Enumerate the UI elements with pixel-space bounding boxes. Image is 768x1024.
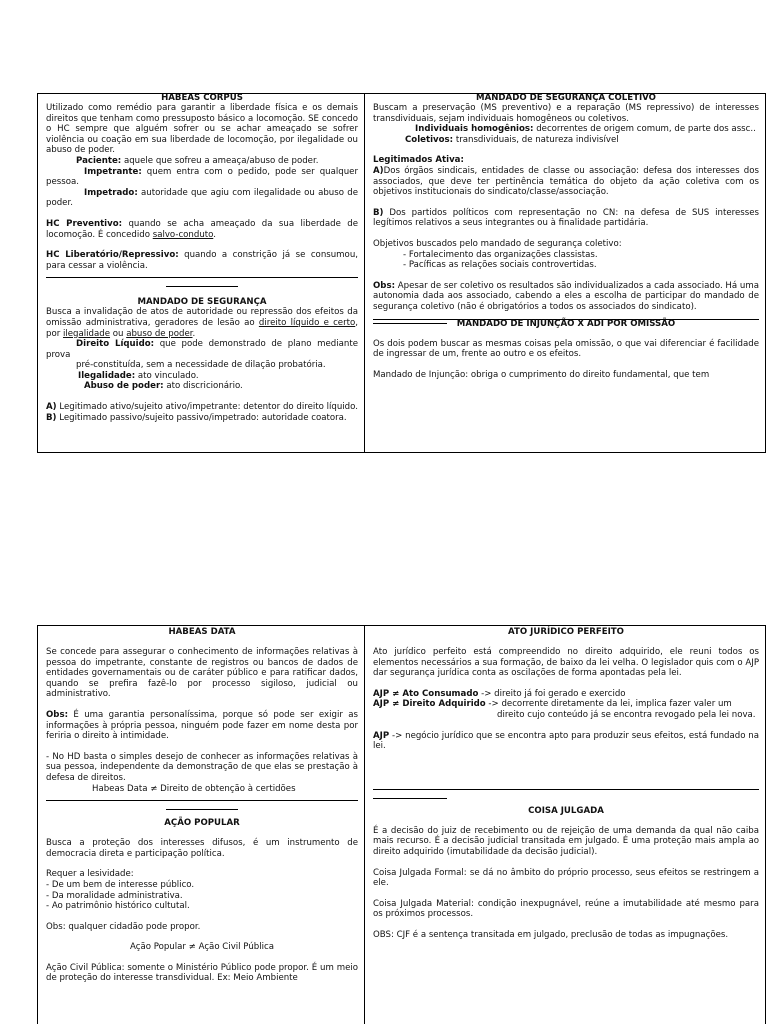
habeas-data-p1: Se concede para assegurar o conhecimento de informações relativas à pessoa do impetrante, constante de registros ou bancos de dados de entidades governamentais ou de caráter público e para ratificar dados, quando se prefira fazê-lo por processo sigiloso, judicial ou administrativo. [46,647,358,700]
ajp-negocio: AJP -> negócio jurídico que se encontra apto para produzir seus efeitos, está fundado na lei. [373,730,759,752]
hc-preventivo-term: HC Preventivo: [46,218,123,229]
acao-popular-p1: Busca a proteção dos interesses difusos, é um instrumento de democracia direta e participação política. [46,838,358,859]
top-card [37,93,766,453]
short-divider [166,286,238,287]
abuso-term: Abuso de poder: [84,381,164,392]
abuso-line: Abuso de poder: ato discricionário. [84,381,243,392]
injuncao-p2: Mandado de Injunção: obriga o cumprimento do direito fundamental, que tem [373,369,710,380]
mandado-seguranca-intro: Busca a invalidação de atos de autoridade ou repressão dos efeitos da omissão administrativa, geradores de lesão ao direito líquido e certo, por ilegalidade ou abuso de poder. [46,307,358,339]
habeas-data-compare: Habeas Data ≠ Direito de obtenção à certidões [92,783,296,794]
direito-adquirido-cont: direito cujo conteúdo já se encontra revogado pela lei nova. [497,709,756,720]
injuncao-title: MANDADO DE INJUNÇÃO X ADI POR OMISSÃO [456,318,676,329]
coisa-julgada-p1: É a decisão do juiz de recebimento ou de rejeição de uma demanda da qual não caiba mais recurso. É a decisão judicial transitada em julgado. É uma proteção mais ampla ao direito adquirido (imutabilidade da decisão judicial). [373,825,759,857]
injuncao-p1: Os dois podem buscar as mesmas coisas pela omissão, o que vai diferenciar é facilidade de ingressar de um, frente ao outro e os efeitos. [373,338,759,360]
acao-popular-compare: Ação Popular ≠ Ação Civil Pública [130,942,274,953]
short-divider [166,809,238,810]
lesividade-title: Requer a lesividade: [46,869,134,880]
objetivos-title: Objetivos buscados pelo mandado de segurança coletivo: [373,238,622,249]
direito-liquido-certo: direito líquido e certo [258,317,356,328]
individuais-term: Individuais homogênios: [415,124,534,135]
legitimados-b: B) Dos partidos políticos com representação no CN: na defesa de SUS interesses legítimos relativos a seus integrantes ou à finalidade partidária. [373,207,759,229]
impetrante-line [46,167,358,188]
ms-coletivo-title: MANDADO DE SEGURANÇA COLETIVO [476,94,656,103]
hc-liberatorio [46,250,358,271]
acao-civil-publica: Ação Civil Pública: somente o Ministério Público pode propor. É um meio de proteção do interesse transdividual. Ex: Meio Ambiente [46,962,358,984]
direito-liquido-term: Direito Líquido: [76,339,155,350]
impetrado-term: Impetrado: [84,187,138,198]
habeas-data-p3: - No HD basta o simples desejo de conhecer as informações relativas à sua pessoa, independente da demonstração de que elas se prestação à defesa de direitos. [46,751,358,783]
coletivos-line: Coletivos: transdividuais, de natureza indivisível [405,134,619,145]
hc-liberatorio-term: HC Liberatório/Repressivo: [46,250,179,261]
coletivos-term: Coletivos: [405,134,454,145]
top-left-column [38,94,365,452]
impetrado-def: autoridade que agiu com ilegalidade ou abuso de poder. [46,187,358,209]
legitimados-ativa-title: Legitimados Ativa: [373,155,464,166]
acao-popular-title: AÇÃO POPULAR [164,818,240,829]
ajp-ato-consumado: AJP ≠ Ato Consumado -> direito já foi gerado e exercido [373,688,626,699]
hc-preventivo-def: quando se acha ameaçado da sua liberdade de locomoção. É concedido [46,218,358,240]
ato-juridico-p1: Ato jurídico perfeito está compreendido no direito adquirido, ele reuni todos os elementos necessários a sua formação, de baixo da lei velha. O legislador quis com o AJP dar segurança jurídica conta as oscilações de forma apontadas pela lei. [373,647,759,679]
ilegalidade-line: Ilegalidade: ato vinculado. [78,370,199,381]
bottom-card [37,625,766,1024]
coisa-julgada-formal: Coisa Julgada Formal: se dá no âmbito do próprio processo, seus efeitos se restringem a ele. [373,867,759,889]
top-right-column [366,94,765,452]
lesividade-3: - Ao patrimônio histórico cultutal. [46,901,190,912]
ms-coletivo-intro: Buscam a preservação (MS preventivo) e a reparação (MS repressivo) de interesses transdividuais, sejam individuais homogêneos ou coletivos. [373,103,759,124]
ajp-direito-adquirido: AJP ≠ Direito Adquirido -> decorrente diretamente da lei, implica fazer valer um [373,699,732,710]
ilegalidade-term: Ilegalidade: [78,370,136,381]
legitimado-passivo: B) Legitimado passivo/sujeito passivo/impetrado: autoridade coatora. [46,412,347,423]
mandado-seguranca-title: MANDADO DE SEGURANÇA [137,297,267,308]
direito-liquido-cont: pré-constituída, sem a necessidade de dilação probatória. [76,360,326,371]
habeas-corpus-intro: Utilizado como remédio para garantir a liberdade física e os demais direitos que tenham como pressuposto básico a locomoção. SE concedo o HC sempre que alguém sofrer ou se achar ameaçado se sofrer violência ou coação em sua liberdade de locomoção, por ilegalidade ou abuso de poder. [46,103,358,156]
bottom-left-column [38,626,365,1024]
hc-liberatorio-def: quando a constrição já se consumou, para cessar a violência. [46,250,358,271]
coisa-julgada-title: COISA JULGADA [528,805,604,816]
paciente-def: aquele que sofreu a ameaça/abuso de poder. [121,155,319,166]
objetivo-2: - Pacíficas as relações sociais controvertidas. [403,260,597,271]
ilegalidade: ilegalidade [62,328,111,339]
objetivo-1: - Fortalecimento das organizações classistas. [403,249,598,260]
salvo-conduto: salvo-conduto [152,229,214,240]
habeas-data-obs: Obs: É uma garantia personalíssima, porque só pode ser exigir as informações à própria pessoa, ninguém pode fazer em nome desta por feriria o direito à intimidade. [46,709,358,742]
divider [373,789,759,790]
acao-popular-obs: Obs: qualquer cidadão pode propor. [46,921,201,932]
legitimado-ativo: A) Legitimado ativo/sujeito ativo/impetrante: detentor do direito líquido. [46,402,358,413]
ato-juridico-title: ATO JURÍDICO PERFEITO [508,627,624,637]
impetrante-def: quem entra com o pedido, pode ser qualquer pessoa. [46,166,358,188]
legitimados-a: A)Dos órgãos sindicais, entidades de classe ou associação: defesa dos interesses dos associados, que deve ter pertinência temática do objeto da ação coletiva com os objetivos institucionais do sindicato/classe/associação. [373,165,759,198]
habeas-corpus-title: HABEAS CORPUS [161,94,243,103]
coisa-julgada-material: Coisa Julgada Material: condição inexpugnável, reúne a imutabilidade até mesmo para os próximos processos. [373,898,759,920]
hc-preventivo: HC Preventivo: quando se acha ameaçado da sua liberdade de locomoção. É concedido salvo-conduto. [46,218,358,240]
ms-coletivo-obs: Obs: Apesar de ser coletivo os resultados são individualizados a cada associado. Há uma autonomia dada aos associado, cabendo a eles a escolha de participar do mandado de segurança coletivo (não é obrigatórios a todos os associados do sindicato). [373,280,759,312]
paciente-line [46,156,358,167]
impetrante-term: Impetrante: [84,166,142,177]
divider [46,277,358,278]
direito-liquido-line: Direito Líquido: que pode demonstrado de plano mediante prova [46,339,358,360]
abuso-de-poder: abuso de poder [126,328,193,339]
coisa-julgada-obs: OBS: CJF é a sentença transitada em julgado, preclusão de todas as impugnações. [373,929,729,940]
lesividade-2: - Da moralidade administrativa. [46,890,183,901]
divider [46,800,358,801]
lesividade-1: - De um bem de interesse público. [46,879,195,890]
individuais-line: Individuais homogênios: decorrentes de origem comum, de parte dos assc.. [415,124,756,135]
habeas-data-title: HABEAS DATA [168,627,236,637]
impetrado-line [46,188,358,209]
bottom-right-column [366,626,765,1024]
paciente-term: Paciente: [76,155,122,166]
